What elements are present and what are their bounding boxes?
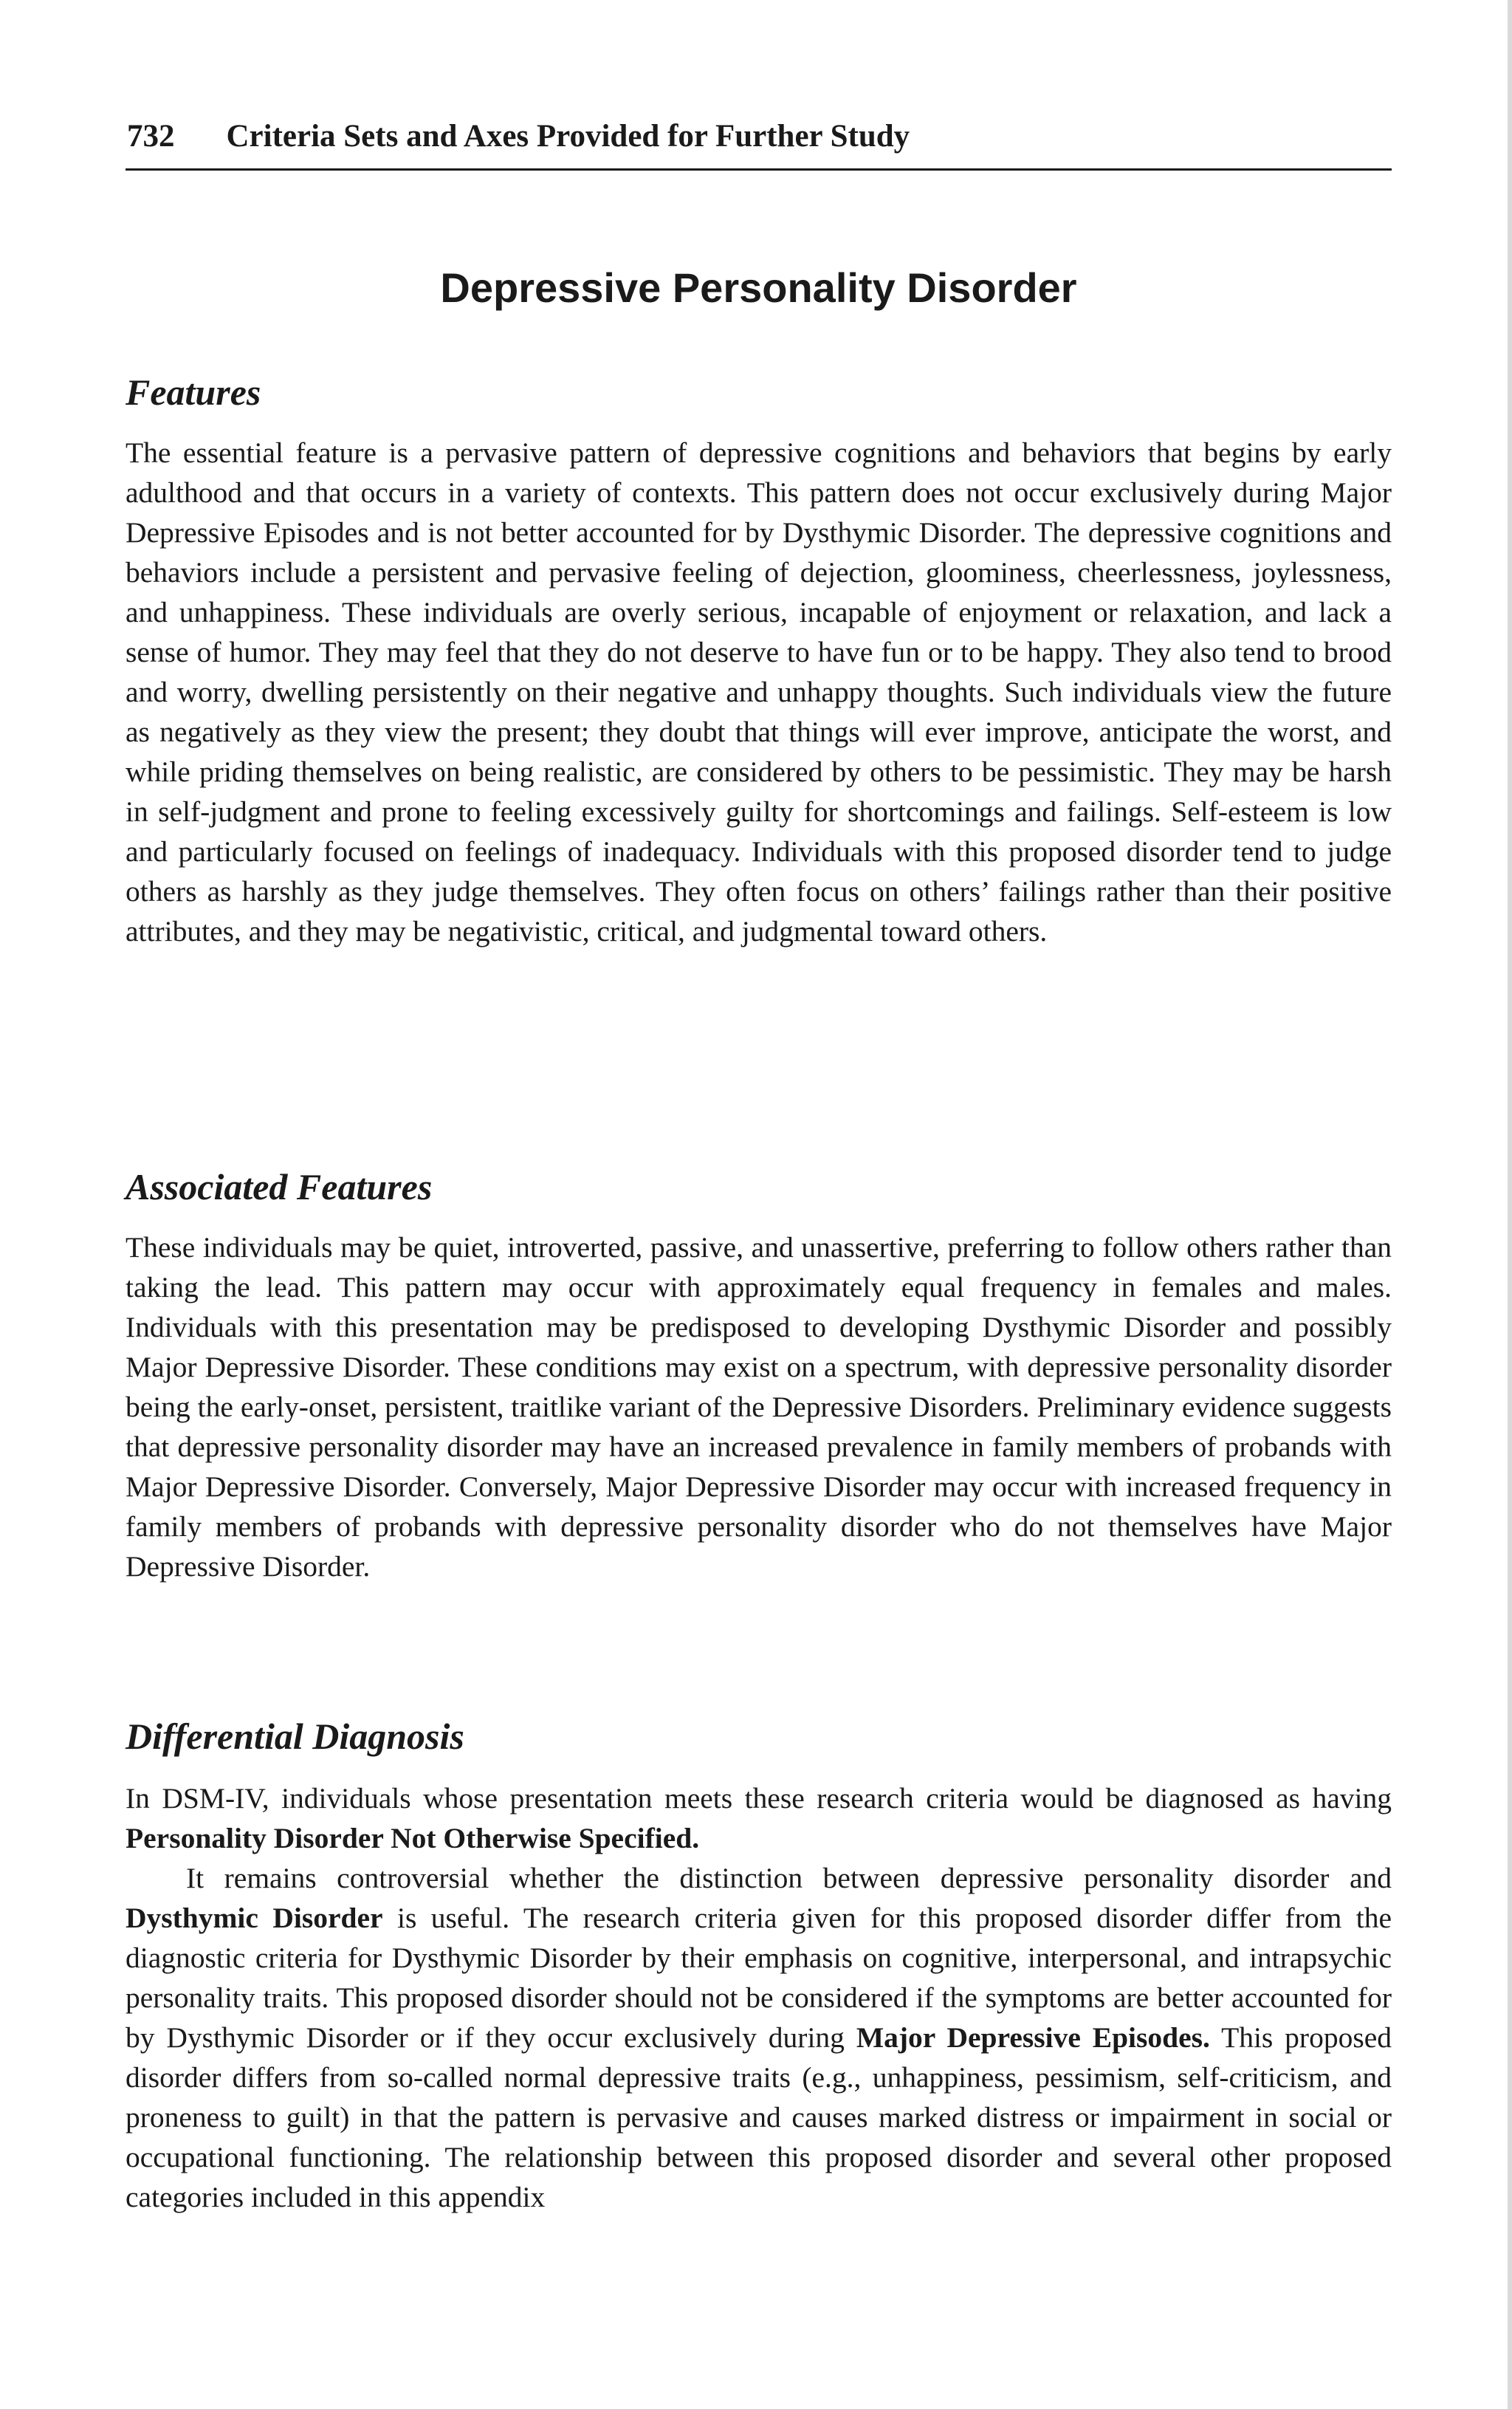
- header-rule: [126, 168, 1392, 171]
- differential-paragraph-2: [126, 1858, 1392, 2217]
- differential-p2-bold-mde: Major Depressive Episodes.: [856, 2021, 1210, 2054]
- page-number: 732: [127, 119, 175, 154]
- differential-p1-bold-term: Personality Disorder Not Otherwise Specified.: [126, 1822, 700, 1854]
- differential-p1-text: In DSM-IV, individuals whose presentation meets these research criteria would be diagnosed as having: [126, 1782, 1392, 1815]
- differential-p2-text-a: It remains controversial whether the distinction between depressive personality disorder and: [186, 1862, 1392, 1894]
- page-edge-shadow: [1508, 0, 1512, 2409]
- section-heading-differential-diagnosis: Differential Diagnosis: [126, 1716, 464, 1757]
- page-title: Depressive Personality Disorder: [440, 264, 1077, 311]
- section-heading-associated-features: Associated Features: [126, 1166, 433, 1207]
- differential-diagnosis-text: [126, 1778, 1392, 2217]
- differential-p2-bold-dysthymic: Dysthymic Disorder: [126, 1902, 383, 1934]
- section-heading-features: Features: [126, 371, 261, 413]
- running-head: [127, 111, 1389, 162]
- associated-features-text: [126, 1227, 1392, 1586]
- features-paragraph: The essential feature is a pervasive pattern of depressive cognitions and behaviors that begins by early adulthood and that occurs in a variety of contexts. This pattern does not occur exclusively during Major Depressive Episodes and is not better accounted for by Dysthymic Disorder. The depressive cognitions and behaviors include a persistent and pervasive feeling of dejection, gloominess, cheerlessness, joylessness, and unhappiness. These individuals are overly serious, incapable of enjoyment or relaxation, and lack a sense of humor. They may feel that they do not deserve to have fun or to be happy. They also tend to brood and worry, dwelling persistently on their negative and unhappy thoughts. Such individuals view the future as negatively as they view the present; they doubt that things will ever improve, anticipate the worst, and while priding themselves on being realistic, are considered by others to be pessimistic. They may be harsh in self-judgment and prone to feeling excessively guilty for shortcomings and failings. Self-esteem is low and particularly focused on feelings of inadequacy. Individuals with this proposed disorder tend to judge others as harshly as they judge themselves. They often focus on others’ failings rather than their positive attributes, and they may be negativistic, critical, and judgmental toward others.: [126, 436, 1392, 948]
- running-title: Criteria Sets and Axes Provided for Further Study: [226, 119, 910, 154]
- differential-paragraph-1: [126, 1778, 1392, 1858]
- differential-p2-text-b: is useful. The research criteria given for this proposed disorder differ from the diagnostic criteria for Dysthymic Disorder by their emphasis on cognitive, interpersonal, and intrapsychic personality traits. This proposed disorder should not be considered if the symptoms are better accounted for by Dysthymic Disorder or if they occur exclusively during: [126, 1902, 1392, 2054]
- features-text: [126, 433, 1392, 951]
- differential-p2-text-c: This proposed disorder differs from so-called normal depressive traits (e.g., unhappiness, pessimism, self-criticism, and proneness to guilt) in that the pattern is pervasive and causes marked distress or impairment in social or occupational functioning. The relationship between this proposed disorder and several other proposed categories included in this appendix: [126, 2021, 1392, 2213]
- associated-features-paragraph: These individuals may be quiet, introverted, passive, and unassertive, preferring to follow others rather than taking the lead. This pattern may occur with approximately equal frequency in females and males. Individuals with this presentation may be predisposed to developing Dysthymic Disorder and possibly Major Depressive Disorder. These conditions may exist on a spectrum, with depressive personality disorder being the early-onset, persistent, traitlike variant of the Depressive Disorders. Preliminary evidence suggests that depressive personality disorder may have an increased prevalence in family members of probands with Major Depressive Disorder. Conversely, Major Depressive Disorder may occur with increased frequency in family members of probands with depressive personality disorder who do not themselves have Major Depressive Disorder.: [126, 1231, 1392, 1583]
